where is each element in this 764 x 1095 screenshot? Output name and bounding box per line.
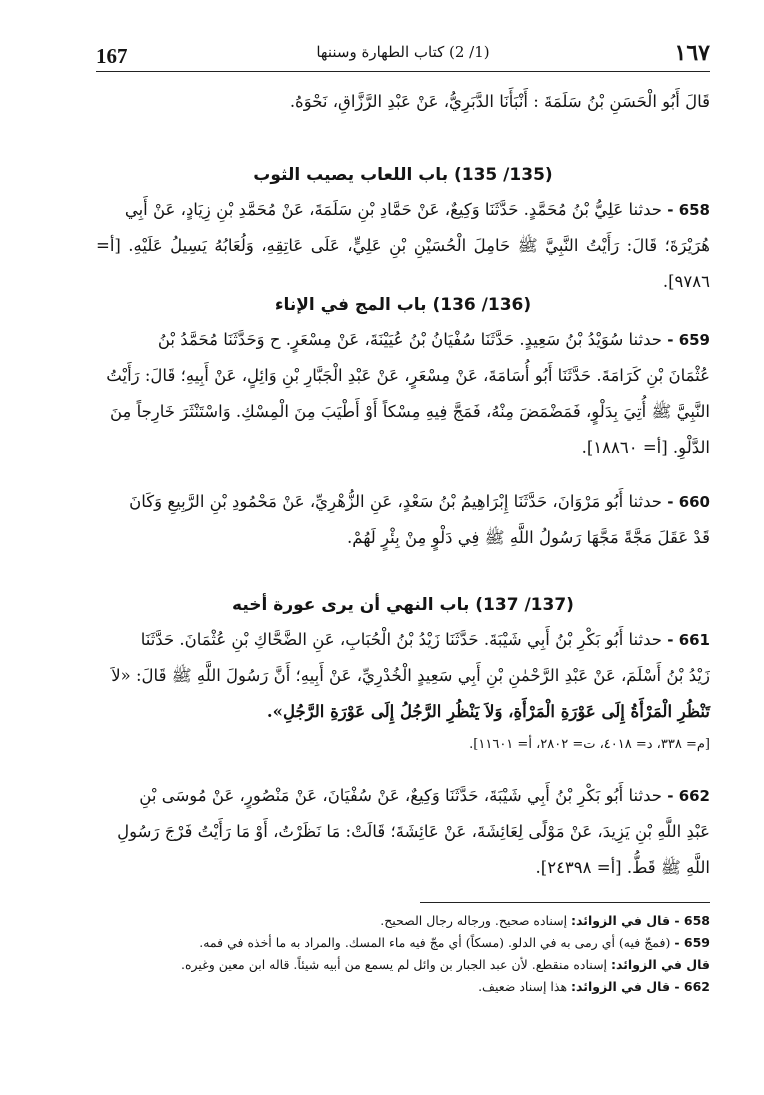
page-header <box>96 38 710 72</box>
hadith-block <box>96 322 710 466</box>
hadith-number: 658 - <box>667 201 710 219</box>
footnote: 658 - قال في الزوائد: إسناده صحيح. ورجاله رجال الصحيح. <box>380 913 710 928</box>
footnote: 659 - (فمجّ فيه) أي رمى به في الدلو. (مسكاً) أي مجّ فيه ماء المسك. والمراد به ما أخذه في فمه. <box>199 935 710 950</box>
hadith-number: 662 - <box>667 787 710 805</box>
hadith-number: 661 - <box>667 631 710 649</box>
hadith-block <box>96 622 710 760</box>
text-line: النَّبِيَّ ﷺ أُتِيَ بِدَلْوٍ، فَمَضْمَضَ مِنْهُ، فَمَجَّ فِيهِ مِسْكاً أَوْ أَطْيَبَ مِنَ الْمِسْكِ. وَاسْتَنْثَرَ خَارِجاً مِنَ <box>109 402 710 421</box>
hadith-block <box>96 484 710 556</box>
chapter-heading: (135/ 135) باب اللعاب يصيب الثوب <box>253 165 553 185</box>
page-number-arabic: ١٦٧ <box>674 40 710 66</box>
footnote: قال في الزوائد: إسناده منقطع. لأن عبد الجبار بن وائل لم يسمع من أبيه شيئاً. قاله ابن معين وغيره. <box>180 957 710 972</box>
chapter-heading: (137/ 137) باب النهي أن يرى عورة أخيه <box>232 595 574 615</box>
text-line: اللَّهِ ﷺ قَطُّ. [أ= ٢٤٣٩٨]. <box>535 858 710 877</box>
hadith-block <box>96 192 710 300</box>
running-title: (1/ 2) كتاب الطهارة وسننها <box>316 43 490 61</box>
text-line: قَدْ عَقَلَ مَجَّةً مَجَّهَا رَسُولُ اللَّهِ ﷺ فِي دَلْوٍ مِنْ بِئْرٍ لَهُمْ. <box>346 528 710 547</box>
footnote: 662 - قال في الزوائد: هذا إسناد ضعيف. <box>478 979 710 994</box>
header-rule <box>96 71 710 72</box>
text-line: زَيْدُ بْنُ أَسْلَمَ، عَنْ عَبْدِ الرَّحْمٰنِ بْنِ أَبِي سَعِيدٍ الْخُدْرِيِّ، عَنْ أَبِيهِ؛ أَنَّ رَسُولَ اللَّهِ ﷺ قَالَ: «لاَ <box>111 666 710 685</box>
text-line: عَبْدِ اللَّهِ بْنِ يَزِيدَ، عَنْ مَوْلًى لِعَائِشَةَ، عَنْ عَائِشَةَ؛ قَالَتْ: مَا نَظَرْتُ، أَوْ مَا رَأَيْتُ فَرْجَ رَسُولِ <box>117 822 710 841</box>
footnote-rule <box>420 902 710 903</box>
references: [م= ٣٣٨، د= ٤٠١٨، ت= ٢٨٠٢، أ= ١١٦٠١]. <box>469 737 710 752</box>
hadith-block <box>96 778 710 886</box>
hadith-number: 659 - <box>667 331 710 349</box>
text-line: عُثْمَانَ بْنِ كَرَامَةَ. حَدَّثَنَا أَبُو أُسَامَةَ، عَنْ مِسْعَرٍ، عَنْ عَبْدِ الْجَبَّارِ بْنِ وَائِلٍ، عَنْ أَبِيهِ؛ قَالَ: رَأَيْتُ <box>106 366 710 385</box>
text-line: تَنْظُرِ الْمَرْأَةُ إِلَى عَوْرَةِ الْمَرْأَةِ، وَلاَ يَنْظُرِ الرَّجُلُ إِلَى عَوْرَةِ الرَّجُلِ». <box>266 702 710 721</box>
text-line: 661 - حدثنا أَبُو بَكْرِ بْنُ أَبِي شَيْبَةَ. حَدَّثَنَا زَيْدُ بْنُ الْحُبَابِ، عَنِ الضَّحَّاكِ بْنِ عُثْمَانَ. حَدَّثَنَا <box>140 630 710 649</box>
footnotes <box>96 910 710 998</box>
chapter-heading: (136/ 136) باب المج في الإناء <box>274 295 532 315</box>
text-line: 662 - حدثنا أَبُو بَكْرِ بْنُ أَبِي شَيْبَةَ، حَدَّثَنَا وَكِيعٌ، عَنْ سُفْيَانَ، عَنْ مَنْصُورٍ، عَنْ مُوسَى بْنِ <box>139 786 710 805</box>
hadith-number: 660 - <box>667 493 710 511</box>
text-line: 659 - حدثنا سُوَيْدُ بْنُ سَعِيدٍ. حَدَّثَنَا سُفْيَانُ بْنُ عُيَيْنَةَ، عَنْ مِسْعَرٍ. ح وَحَدَّثَنَا مُحَمَّدُ بْنُ <box>157 330 710 349</box>
text-line: 658 - حدثنا عَلِيُّ بْنُ مُحَمَّدٍ. حَدَّثَنَا وَكِيعٌ، عَنْ حَمَّادِ بْنِ سَلَمَةَ، عَنْ مُحَمَّدِ بْنِ زِيَادٍ، عَنْ أَبِي <box>124 200 710 219</box>
text-line: الدَّلْوِ. [أ= ١٨٨٦٠]. <box>581 438 710 457</box>
text-line: هُرَيْرَةَ؛ قَالَ: رَأَيْتُ النَّبِيَّ ﷺ حَامِلَ الْحُسَيْنِ بْنِ عَلِيٍّ، عَلَى عَاتِقِهِ، وَلُعَابُهُ يَسِيلُ عَلَيْهِ. [أ= ٩٧٨٦]. <box>96 236 710 291</box>
intro-line: قَالَ أَبُو الْحَسَنِ بْنُ سَلَمَةَ : أَنْبَأَنَا الدَّبَرِيُّ، عَنْ عَبْدِ الرَّزَّاقِ، نَحْوَهُ. <box>289 92 710 111</box>
text-line: 660 - حدثنا أَبُو مَرْوَانَ، حَدَّثَنَا إِبْرَاهِيمُ بْنُ سَعْدٍ، عَنِ الزُّهْرِيِّ، عَنْ مَحْمُودِ بْنِ الرَّبِيعِ وَكَانَ <box>129 492 710 511</box>
page-number-latin: 167 <box>96 44 128 68</box>
